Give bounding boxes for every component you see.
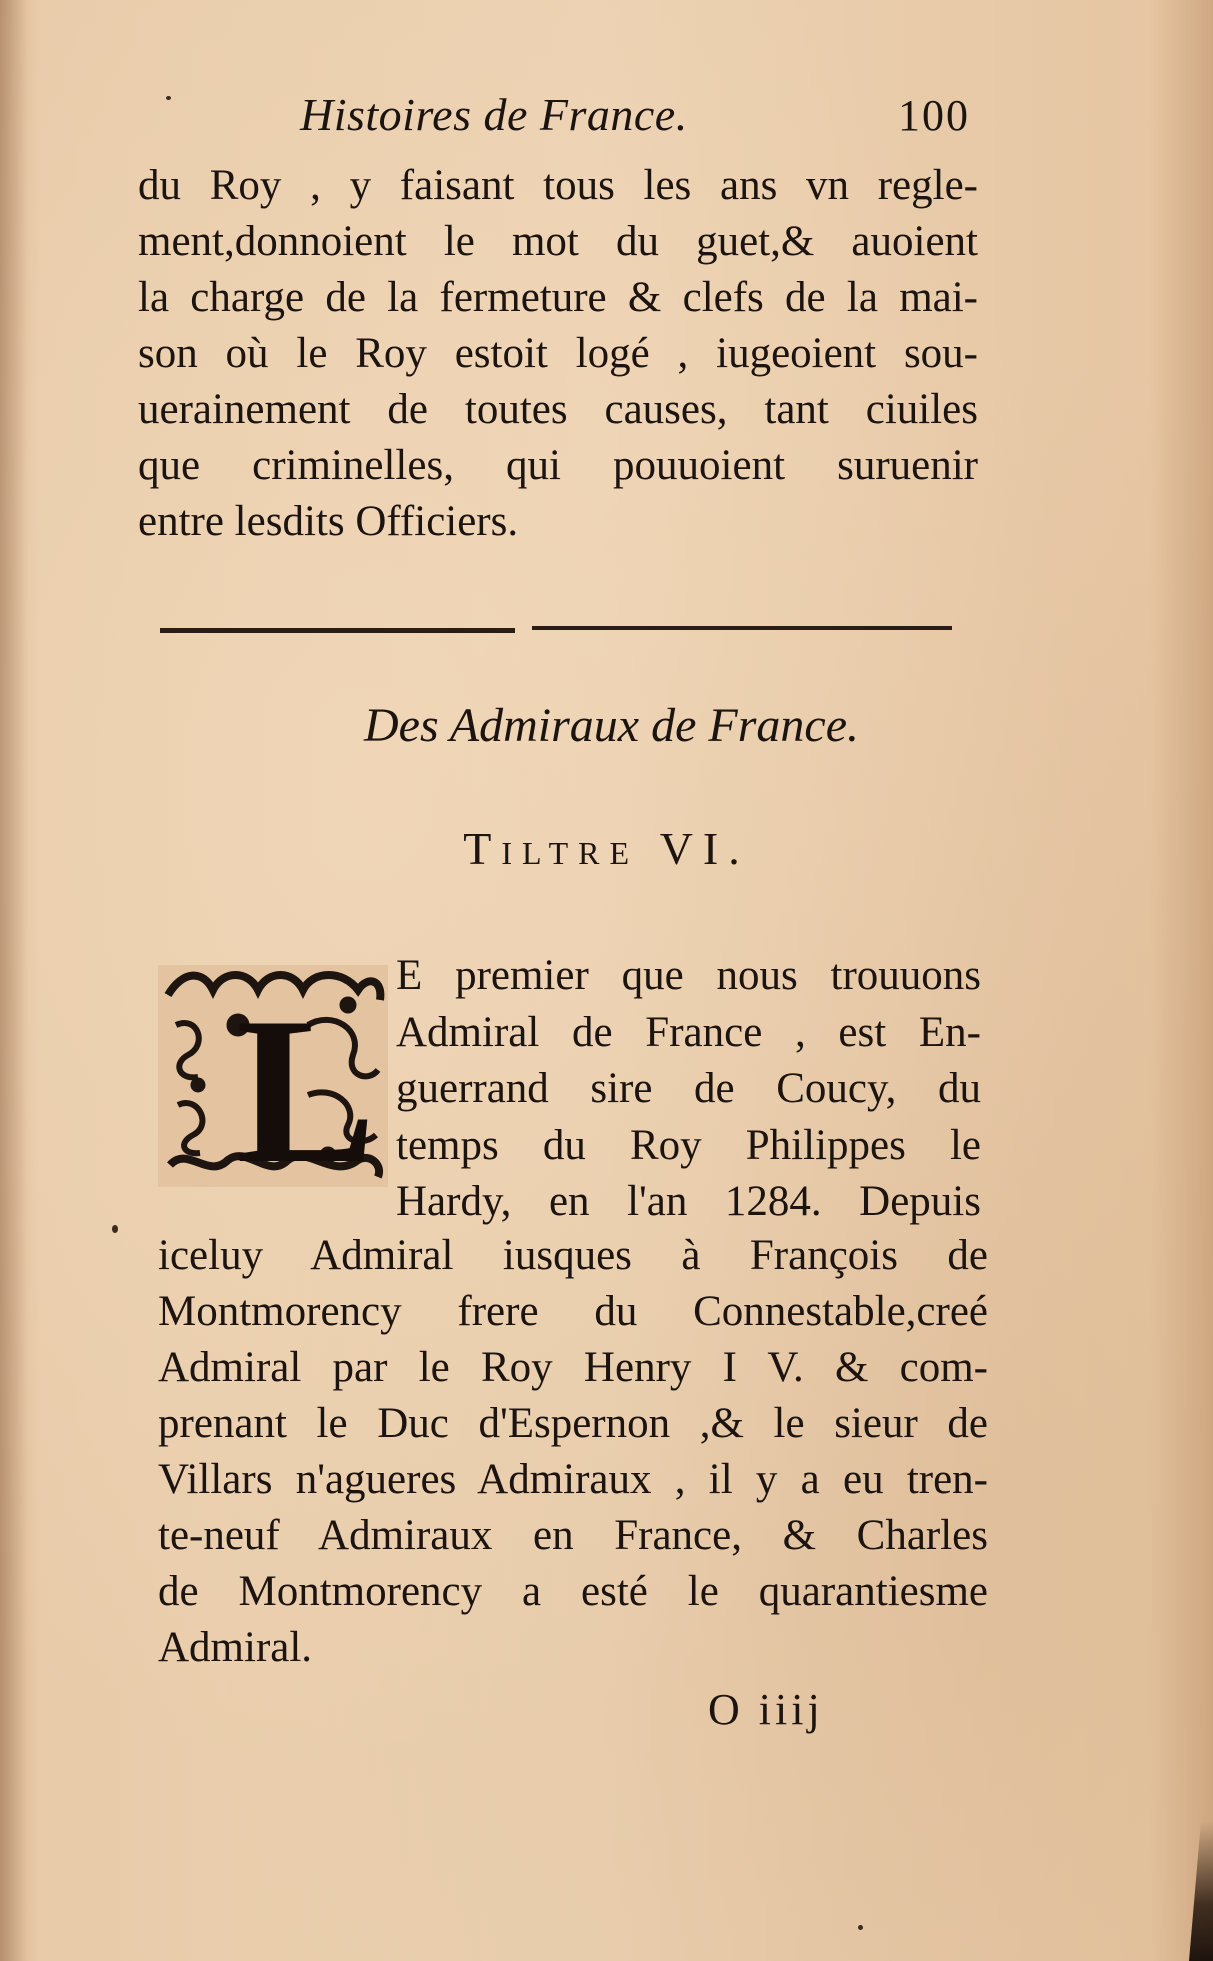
text-line: la charge de la fermeture & clefs de la mai- (138, 274, 978, 321)
signature-mark: O iiij (708, 1685, 824, 1734)
text-line: son où le Roy estoit logé , iugeoient sou- (138, 330, 978, 377)
section-subtitle: Tiltre VI. (463, 823, 750, 874)
text-line: ment,donnoient le mot du guet,& auoient (138, 218, 978, 265)
text-line: Admiral de France , est En- (396, 1008, 981, 1056)
body-paragraph (158, 1228, 988, 1676)
text-line: te-neuf Admiraux en France, & Charles (158, 1512, 988, 1559)
text-line: iceluy Admiral iusques à François de (158, 1232, 988, 1279)
page-header (300, 88, 970, 148)
ink-speck (112, 1225, 118, 1233)
section-title: Des Admiraux de France. (364, 699, 859, 752)
text-line: de Montmorency a esté le quarantiesme (158, 1568, 988, 1615)
top-paragraph (138, 158, 978, 550)
text-line: du Roy , y faisant tous les ans vn regle- (138, 162, 978, 209)
text-line: guerrand sire de Coucy, du (396, 1065, 981, 1112)
divider-rule-left (160, 628, 515, 633)
text-line: temps du Roy Philippes le (396, 1121, 981, 1169)
text-line: Montmorency frere du Connestable,creé (158, 1288, 988, 1335)
page-number: 100 (898, 91, 970, 140)
dropcap-paragraph (396, 948, 981, 1231)
text-line: Villars n'agueres Admiraux , il y a eu tren- (158, 1456, 988, 1503)
page-edge-mark (1183, 1821, 1213, 1961)
text-line: Admiral. (158, 1624, 313, 1671)
dropcap-ornament-icon (158, 965, 388, 1187)
ornamental-dropcap (158, 965, 388, 1187)
divider-rule-right (532, 626, 952, 630)
running-title: Histoires de France. (300, 89, 688, 140)
text-line: Admiral par le Roy Henry I V. & com- (158, 1344, 988, 1391)
ink-speck (166, 96, 171, 100)
text-line: que criminelles, qui pouuoient suruenir (138, 442, 978, 489)
text-line: entre lesdits Officiers. (138, 498, 519, 545)
dropcap-letter: L (236, 975, 377, 1187)
text-line: Hardy, en l'an 1284. Depuis (396, 1178, 981, 1225)
spine-shadow (0, 0, 28, 1961)
section-divider (160, 628, 952, 634)
text-line: prenant le Duc d'Espernon ,& le sieur de (158, 1400, 988, 1447)
ink-speck (858, 1925, 863, 1930)
text-line: E premier que nous trouuons (396, 952, 981, 999)
text-line: uerainement de toutes causes, tant ciuiles (138, 386, 978, 433)
